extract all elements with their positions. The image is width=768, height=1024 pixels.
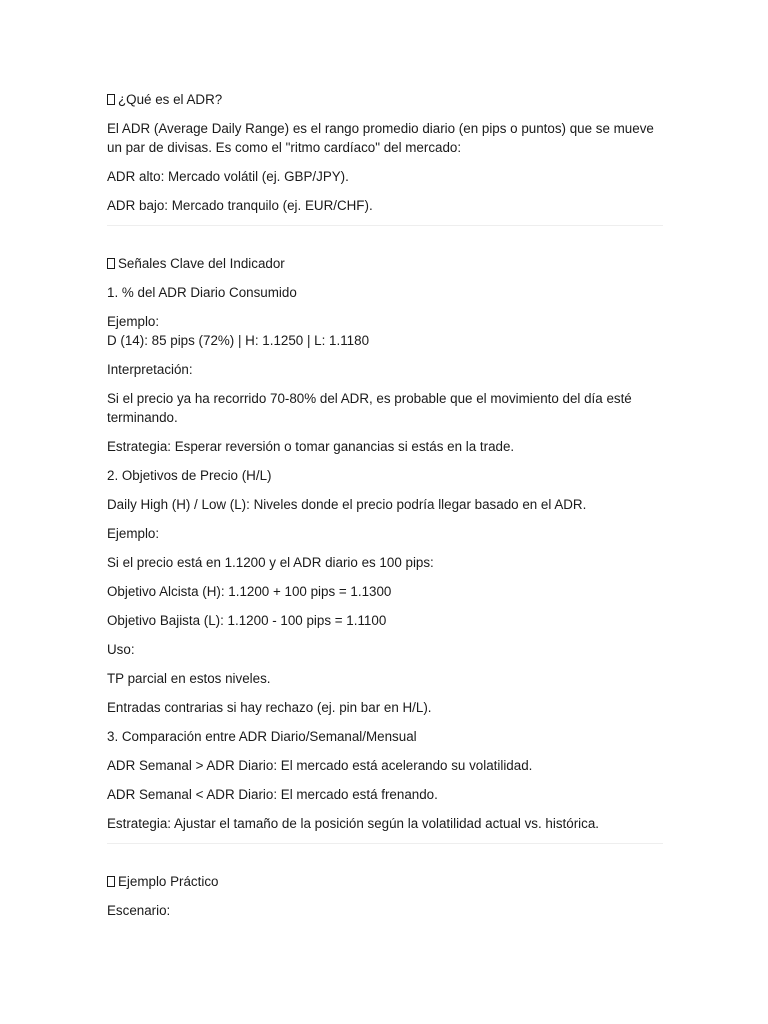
use-item-tp: TP parcial en estos niveles.: [107, 671, 271, 686]
paragraph-adr-high: ADR alto: Mercado volátil (ej. GBP/JPY).: [107, 169, 349, 184]
example-label: Ejemplo:: [107, 526, 160, 541]
comparison-accelerating: ADR Semanal > ADR Diario: El mercado está acelerando su volatilidad.: [107, 758, 533, 773]
section-heading-what-is-adr: [107, 90, 663, 109]
use-item-contrarian: Entradas contrarias si hay rechazo (ej. pin bar en H/L).: [107, 700, 432, 715]
section-heading-key-signals: [107, 254, 663, 273]
example-line: D (14): 85 pips (72%) | H: 1.1250 | L: 1.1180: [107, 333, 370, 348]
scenario-label: Escenario:: [107, 903, 171, 918]
example-text: Si el precio está en 1.1200 y el ADR diario es 100 pips:: [107, 555, 434, 570]
strategy-text: Estrategia: Esperar reversión o tomar ganancias si estás en la trade.: [107, 439, 515, 454]
heading-text: Señales Clave del Indicador: [118, 256, 285, 271]
missing-glyph-icon: [107, 258, 115, 269]
heading-text: Ejemplo Práctico: [118, 874, 219, 889]
strategy-position-size: Estrategia: Ajustar el tamaño de la posición según la volatilidad actual vs. histórica.: [107, 816, 600, 831]
section-heading-practical-example: [107, 872, 663, 891]
example-label: Ejemplo:: [107, 314, 160, 329]
subsection-title-comparison: 3. Comparación entre ADR Diario/Semanal/Mensual: [107, 729, 417, 744]
comparison-slowing: ADR Semanal < ADR Diario: El mercado está frenando.: [107, 787, 438, 802]
bullish-target: Objetivo Alcista (H): 1.1200 + 100 pips = 1.1300: [107, 584, 392, 599]
subsection-title-price-targets: 2. Objetivos de Precio (H/L): [107, 468, 272, 483]
paragraph-adr-definition: El ADR (Average Daily Range) es el rango promedio diario (en pips o puntos) que se mueve un par de divisas. Es como el "ritmo cardíaco" del mercado:: [107, 121, 654, 155]
use-label: Uso:: [107, 642, 135, 657]
missing-glyph-icon: [107, 876, 115, 887]
price-targets-description: Daily High (H) / Low (L): Niveles donde el precio podría llegar basado en el ADR.: [107, 497, 587, 512]
missing-glyph-icon: [107, 94, 115, 105]
document-body: [107, 90, 663, 920]
subsection-title-adr-consumed: 1. % del ADR Diario Consumido: [107, 285, 297, 300]
bearish-target: Objetivo Bajista (L): 1.1200 - 100 pips = 1.1100: [107, 613, 387, 628]
interpretation-text: Si el precio ya ha recorrido 70-80% del ADR, es probable que el movimiento del día esté terminando.: [107, 391, 632, 425]
paragraph-adr-low: ADR bajo: Mercado tranquilo (ej. EUR/CHF).: [107, 198, 373, 213]
heading-text: ¿Qué es el ADR?: [118, 92, 223, 107]
interpretation-label: Interpretación:: [107, 362, 193, 377]
